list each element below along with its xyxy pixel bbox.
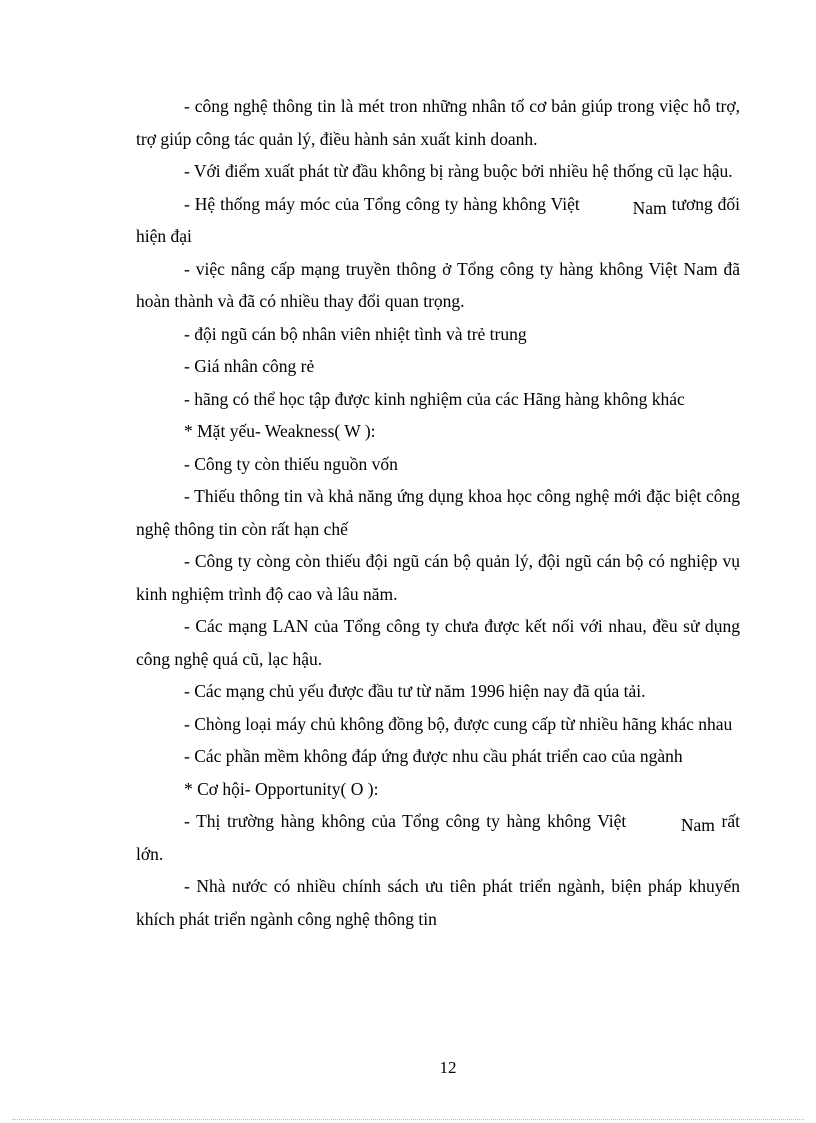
paragraph-lack-information: - Thiếu thông tin và khả năng ứng dụng khoa học công nghệ mới đặc biệt công nghệ thông tin còn rất hạn chế <box>136 486 740 539</box>
paragraph-learn-experience: - hãng có thể học tập được kinh nghiệm của các Hãng hàng không khác <box>184 388 685 409</box>
paragraph-lack-managers: - Công ty còng còn thiếu đội ngũ cán bộ quản lý, đội ngũ cán bộ có nghiệp vụ kinh nghiệm trình độ cao và lâu năm. <box>136 551 740 604</box>
page-number: 12 <box>439 1058 457 1077</box>
paragraph-large-market <box>136 805 740 870</box>
heading-opportunity: * Cơ hội- Opportunity( O ): <box>184 778 379 799</box>
text-segment: tương đối hiện đại <box>136 193 741 246</box>
lowered-word: Nam <box>632 197 667 218</box>
text-segment: - Hệ thống máy móc của Tổng công ty hàng không Việt <box>184 193 585 214</box>
paragraph-fresh-start: - Với điểm xuất phát từ đầu không bị ràng buộc bởi nhiều hệ thống cũ lạc hậu. <box>184 161 733 181</box>
paragraph-lan-networks: - Các mạng LAN của Tổng công ty chưa được kết nối với nhau, đều sử dụng công nghệ quá cũ, lạc hậu. <box>136 616 740 669</box>
paragraph-network-upgrade: - việc nâng cấp mạng truyền thông ở Tổng công ty hàng không Việt Nam đã hoàn thành và đã có nhiều thay đổi quan trọng. <box>136 258 740 311</box>
paragraph-software: - Các phần mềm không đáp ứng được nhu cầu phát triển cao của ngành <box>184 746 683 766</box>
paragraph-young-staff: - đội ngũ cán bộ nhân viên nhiệt tình và trẻ trung <box>184 323 527 344</box>
heading-weakness: * Mặt yếu- Weakness( W ): <box>184 421 376 441</box>
paragraph-lack-capital: - Công ty còn thiếu nguồn vốn <box>184 453 398 474</box>
text-segment: rất lớn. <box>136 811 740 864</box>
body-text <box>136 90 740 935</box>
paragraph-overloaded-networks: - Các mạng chủ yếu được đầu tư từ năm 1996 hiện nay đã qúa tải. <box>184 681 646 701</box>
page-bottom-divider <box>12 1119 804 1120</box>
paragraph-state-policy: - Nhà nước có nhiều chính sách ưu tiên phát triển ngành, biện pháp khuyến khích phát triển ngành công nghệ thông tin <box>136 876 740 929</box>
paragraph-server-types: - Chòng loại máy chủ không đồng bộ, được cung cấp từ nhiều hãng khác nhau <box>184 713 733 734</box>
paragraph-cheap-labor: - Giá nhân công rẻ <box>184 356 315 376</box>
paragraph-it-role: - công nghệ thông tin là mét tron những nhân tố cơ bản giúp trong việc hỗ trợ, trợ giúp công tác quản lý, điều hành sản xuất kinh doanh. <box>136 96 740 149</box>
text-segment: - Thị trường hàng không của Tổng công ty hàng không Việt <box>184 811 633 831</box>
lowered-word: Nam <box>680 815 715 835</box>
paragraph-modern-equipment <box>136 188 740 253</box>
